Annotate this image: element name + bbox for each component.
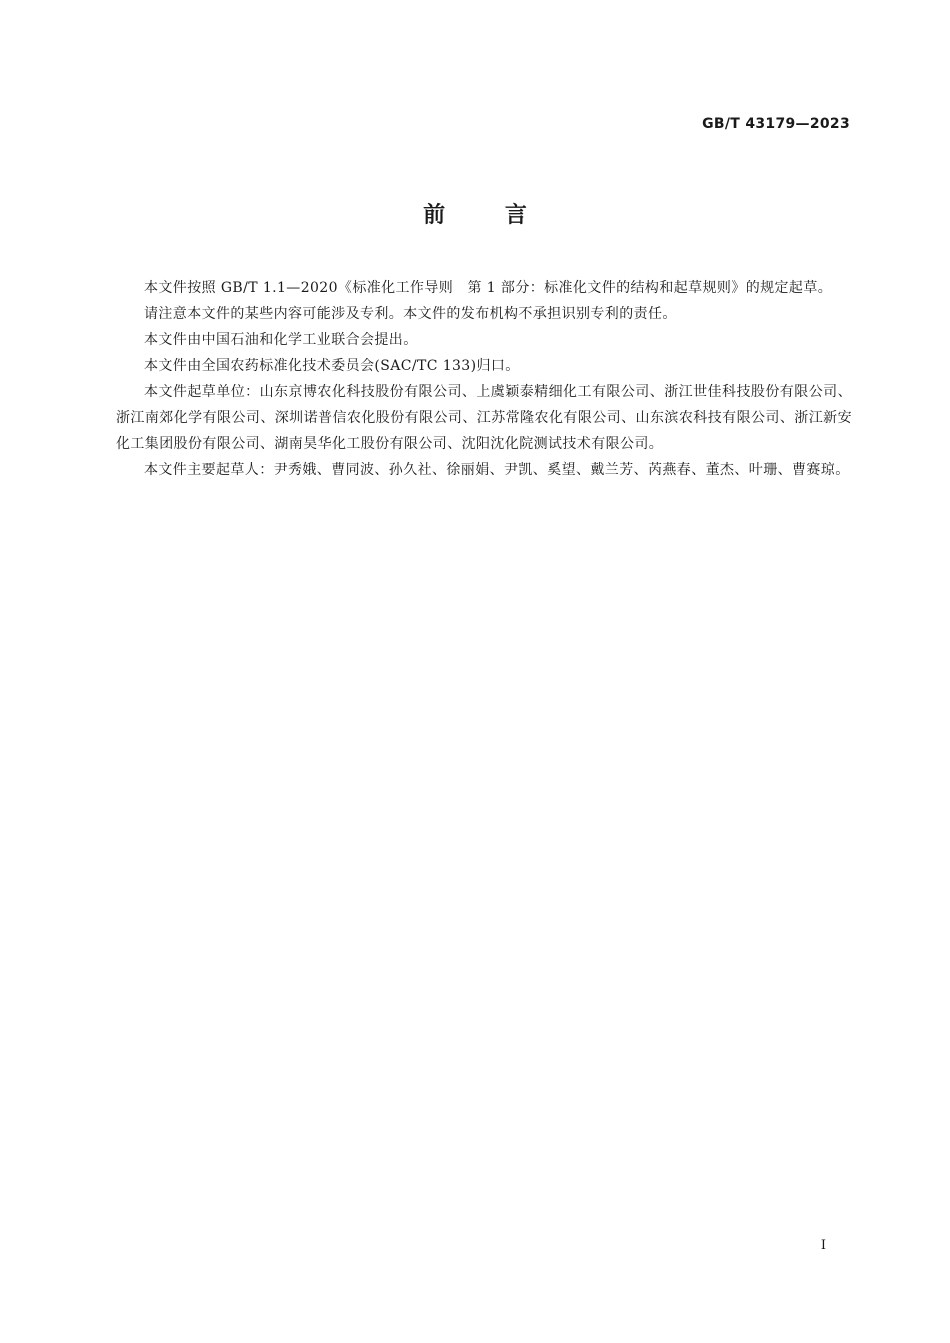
page-title-char-1: 前 [423, 203, 446, 228]
page-number: I [820, 1238, 826, 1253]
paragraph-patent-notice: 请注意本文件的某些内容可能涉及专利。本文件的发布机构不承担识别专利的责任。 [144, 306, 677, 322]
paragraph-drafting-rules: 本文件按照 GB/T 1.1—2020《标准化工作导则 第 1 部分：标准化文件的结构和起草规则》的规定起草。 [144, 280, 833, 296]
standard-code: GB/T 43179—2023 [702, 116, 850, 132]
paragraph-proposer: 本文件由中国石油和化学工业联合会提出。 [144, 332, 418, 348]
page-title [0, 198, 950, 229]
paragraph-drafting-units: 本文件起草单位：山东京博农化科技股份有限公司、上虞颖泰精细化工有限公司、浙江世佳科技股份有限公司、浙江南郊化学有限公司、深圳诺普信农化股份有限公司、江苏常隆农化有限公司、山东滨农科技有限公司、浙江新安化工集团股份有限公司、湖南昊华化工股份有限公司、沈阳沈化院测试技术有限公司。 [116, 384, 852, 452]
paragraph-administrator: 本文件由全国农药标准化技术委员会(SAC/TC 133)归口。 [144, 358, 520, 374]
page-title-char-2: 言 [504, 203, 527, 228]
foreword-body [116, 275, 852, 483]
paragraph-drafters: 本文件主要起草人：尹秀娥、曹同波、孙久社、徐丽娟、尹凯、奚望、戴兰芳、芮燕春、董杰、叶珊、曹赛琼。 [144, 462, 850, 478]
